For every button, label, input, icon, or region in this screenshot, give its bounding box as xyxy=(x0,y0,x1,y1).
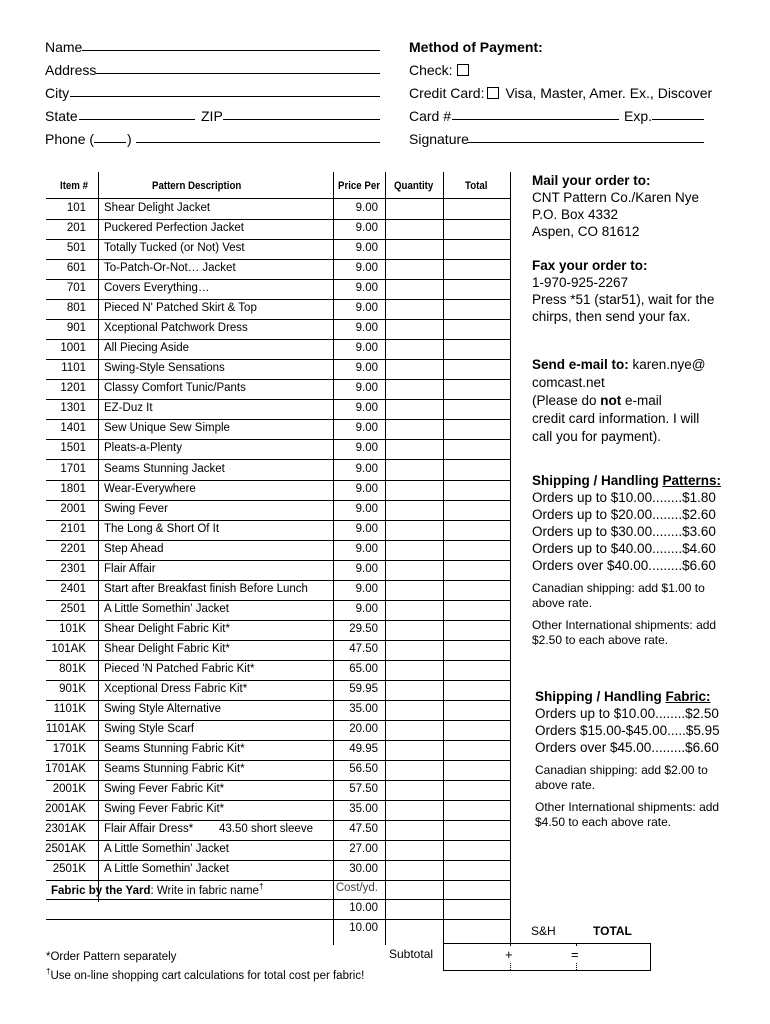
phone-number-field[interactable] xyxy=(136,142,380,143)
email-note-post: e-mail xyxy=(621,393,662,408)
item-price: 9.00 xyxy=(355,482,378,495)
mail-section xyxy=(532,172,699,240)
item-price: 57.50 xyxy=(349,783,378,796)
email-note-2: credit card information. I will xyxy=(532,411,700,426)
item-description-extra: 43.50 short sleeve xyxy=(219,823,313,836)
table-row[interactable] xyxy=(46,601,510,621)
item-description: Swing Fever xyxy=(104,502,168,515)
item-number: 2501AK xyxy=(45,843,86,856)
item-number: 2301 xyxy=(60,562,86,575)
item-price: 9.00 xyxy=(355,422,378,435)
signature-label: Signature xyxy=(409,131,469,147)
ship-rate: Orders $15.00-$45.00.....$5.95 xyxy=(535,723,720,738)
item-number: 1801 xyxy=(60,482,86,495)
item-price: 9.00 xyxy=(355,362,378,375)
item-price: 9.00 xyxy=(355,562,378,575)
item-description: Step Ahead xyxy=(104,542,164,555)
item-description: Classy Comfort Tunic/Pants xyxy=(104,382,246,395)
table-row[interactable] xyxy=(46,461,510,481)
ship-patterns-intl xyxy=(532,618,716,648)
table-row[interactable] xyxy=(46,861,510,881)
ship-patterns-intl-line: $2.50 to each above rate. xyxy=(532,633,669,647)
table-row[interactable] xyxy=(46,240,510,260)
item-price: 9.00 xyxy=(355,302,378,315)
item-price: 30.00 xyxy=(349,863,378,876)
item-price: 47.50 xyxy=(349,823,378,836)
item-description: Seams Stunning Jacket xyxy=(104,462,225,475)
check-row xyxy=(409,62,469,78)
zip-field[interactable] xyxy=(223,119,380,120)
ship-patterns-heading xyxy=(532,472,721,489)
ship-fabric-canada-line: Canadian shipping: add $2.00 to xyxy=(535,763,708,777)
name-label: Name xyxy=(45,39,83,55)
table-row[interactable] xyxy=(46,320,510,340)
table-row[interactable] xyxy=(46,220,510,240)
ship-patterns-canada-line: above rate. xyxy=(532,596,593,610)
table-row[interactable] xyxy=(46,380,510,400)
ship-patterns-heading-pre: Shipping / Handling xyxy=(532,473,663,488)
address-field[interactable] xyxy=(96,73,380,74)
table-row[interactable] xyxy=(46,661,510,681)
item-description: The Long & Short Of It xyxy=(104,522,220,535)
ship-patterns-intl-line: Other International shipments: add xyxy=(532,618,717,632)
ship-fabric-intl-line: $4.50 to each above rate. xyxy=(535,815,672,829)
item-description: Shear Delight Jacket xyxy=(104,202,211,214)
item-price: 9.00 xyxy=(355,502,378,515)
item-description: All Piecing Aside xyxy=(104,342,190,355)
item-description: Flair Affair Dress* xyxy=(104,823,194,836)
table-row[interactable] xyxy=(46,521,510,541)
fax-heading: Fax your order to: xyxy=(532,258,648,273)
item-description: Xceptional Dress Fabric Kit* xyxy=(104,682,248,695)
item-price: 9.00 xyxy=(355,442,378,455)
email-address-part2: comcast.net xyxy=(532,375,605,390)
header-item: Item # xyxy=(60,180,88,192)
item-number: 501 xyxy=(66,242,86,255)
item-price: 9.00 xyxy=(355,282,378,295)
check-checkbox[interactable] xyxy=(457,64,469,76)
sh-label: S&H xyxy=(531,924,556,938)
table-row[interactable] xyxy=(46,821,510,841)
ship-fabric-heading xyxy=(535,688,720,705)
item-price: 59.95 xyxy=(349,682,378,695)
mail-line: P.O. Box 4332 xyxy=(532,207,619,222)
table-row[interactable] xyxy=(46,541,510,561)
item-number: 2401 xyxy=(60,582,86,595)
email-address-part1: karen.nye@ xyxy=(628,357,706,372)
item-description: Swing-Style Sensations xyxy=(104,362,225,375)
card-types: Visa, Master, Amer. Ex., Discover xyxy=(505,85,713,101)
item-price: 56.50 xyxy=(349,763,378,776)
item-price: 9.00 xyxy=(355,342,378,355)
plus-sign: + xyxy=(505,947,513,962)
table-row[interactable] xyxy=(46,200,510,220)
item-price: 9.00 xyxy=(355,602,378,615)
item-number: 1301 xyxy=(60,402,86,415)
fax-line: chirps, then send your fax. xyxy=(532,309,691,324)
item-description: Sew Unique Sew Simple xyxy=(104,422,230,435)
phone-paren-close: ) xyxy=(127,131,132,147)
table-row[interactable] xyxy=(46,400,510,420)
header-quantity: Quantity xyxy=(394,180,434,192)
table-row[interactable] xyxy=(46,501,510,521)
item-description: Pleats-a-Plenty xyxy=(104,442,182,455)
total-label: TOTAL xyxy=(593,924,632,938)
credit-card-row xyxy=(409,85,712,101)
item-price: 47.50 xyxy=(349,642,378,655)
fabric-yard-entry-row[interactable] xyxy=(46,900,510,920)
ship-patterns-canada-line: Canadian shipping: add $1.00 to xyxy=(532,581,705,595)
ship-rate: Orders over $45.00.........$6.60 xyxy=(535,740,719,755)
item-number: 101AK xyxy=(51,642,86,655)
table-row[interactable] xyxy=(46,561,510,581)
fabric-yard-bold: Fabric by the Yard xyxy=(51,884,151,897)
email-note-pre: (Please do xyxy=(532,393,601,408)
footnote-pattern: *Order Pattern separately xyxy=(46,951,177,963)
ship-rate: Orders over $40.00.........$6.60 xyxy=(532,558,716,573)
item-price: 29.50 xyxy=(349,622,378,635)
fabric-yard-rest: : Write in fabric name xyxy=(150,884,259,897)
header-description: Pattern Description xyxy=(152,180,242,192)
ship-patterns-section xyxy=(532,472,721,574)
fabric-yard-price: 10.00 xyxy=(349,922,378,934)
item-price: 9.00 xyxy=(355,262,378,275)
ship-fabric-canada xyxy=(535,763,708,793)
item-price: 27.00 xyxy=(349,843,378,856)
zip-label: ZIP xyxy=(201,108,223,124)
payment-heading: Method of Payment: xyxy=(409,39,543,55)
table-row[interactable] xyxy=(46,340,510,360)
ship-fabric-intl-line: Other International shipments: add xyxy=(535,800,720,814)
item-description: Swing Style Scarf xyxy=(104,723,195,736)
item-description: Seams Stunning Fabric Kit* xyxy=(104,763,245,776)
item-number: 2301AK xyxy=(45,823,86,836)
card-number-label: Card # xyxy=(409,108,452,124)
item-description: Pieced 'N Patched Fabric Kit* xyxy=(104,662,255,675)
table-row[interactable] xyxy=(46,621,510,641)
item-description: Shear Delight Fabric Kit* xyxy=(104,622,230,635)
footnote-fabric xyxy=(46,967,364,982)
table-row[interactable] xyxy=(46,761,510,781)
item-number: 1701 xyxy=(60,462,86,475)
email-section xyxy=(532,356,706,446)
item-price: 49.95 xyxy=(349,743,378,756)
item-price: 65.00 xyxy=(349,662,378,675)
item-price: 9.00 xyxy=(355,462,378,475)
item-description: Swing Fever Fabric Kit* xyxy=(104,803,225,816)
mail-line: Aspen, CO 81612 xyxy=(532,224,640,239)
fax-line: 1-970-925-2267 xyxy=(532,275,629,290)
email-heading: Send e-mail to: xyxy=(532,357,629,372)
fabric-yard-price: 10.00 xyxy=(349,902,378,914)
item-price: 9.00 xyxy=(355,542,378,555)
fax-line: Press *51 (star51), wait for the xyxy=(532,292,715,307)
mail-heading: Mail your order to: xyxy=(532,173,651,188)
ship-fabric-heading-u: Fabric: xyxy=(665,689,711,704)
footnote-dagger: † xyxy=(46,967,51,976)
item-number: 1201 xyxy=(60,382,86,395)
state-label: State xyxy=(45,108,78,124)
table-row[interactable] xyxy=(46,681,510,701)
item-description: A Little Somethin' Jacket xyxy=(104,602,229,615)
item-price: 35.00 xyxy=(349,703,378,715)
ship-rate: Orders up to $30.00........$3.60 xyxy=(532,524,716,539)
item-number: 1101 xyxy=(61,362,86,375)
email-line-1 xyxy=(532,356,706,374)
table-row[interactable] xyxy=(46,841,510,861)
item-number: 201 xyxy=(66,222,86,235)
item-number: 801 xyxy=(66,302,86,315)
item-number: 2001K xyxy=(52,783,86,796)
item-number: 1501 xyxy=(60,442,86,455)
credit-card-label: Credit Card: xyxy=(409,85,485,101)
item-number: 2501 xyxy=(60,602,86,615)
item-number: 1401 xyxy=(60,422,86,435)
equals-sign: = xyxy=(571,947,579,962)
item-description: Shear Delight Fabric Kit* xyxy=(104,642,230,655)
item-description: Pieced N' Patched Skirt & Top xyxy=(104,302,257,315)
email-note-1 xyxy=(532,392,706,410)
city-field[interactable] xyxy=(70,96,380,97)
item-description: Seams Stunning Fabric Kit* xyxy=(104,743,245,756)
table-row[interactable] xyxy=(46,440,510,460)
signature-field[interactable] xyxy=(468,142,704,143)
table-vline-total xyxy=(510,172,511,945)
mail-line: CNT Pattern Co./Karen Nye xyxy=(532,190,700,205)
fax-section xyxy=(532,257,714,325)
item-number: 701 xyxy=(66,282,86,295)
item-description: A Little Somethin' Jacket xyxy=(104,863,229,876)
item-description: Start after Breakfast finish Before Lunch xyxy=(104,582,308,595)
ship-fabric-section xyxy=(535,688,720,756)
table-row[interactable] xyxy=(46,741,510,761)
footnote-fabric-text: Use on-line shopping cart calculations for total cost per fabric! xyxy=(50,969,365,982)
fabric-yard-row xyxy=(46,880,510,900)
item-price: 9.00 xyxy=(355,322,378,335)
item-description: Puckered Perfection Jacket xyxy=(104,222,244,235)
item-number: 901K xyxy=(59,682,86,695)
item-description: Xceptional Patchwork Dress xyxy=(104,322,248,335)
item-description: A Little Somethin' Jacket xyxy=(104,843,229,856)
item-number: 2501K xyxy=(52,863,86,876)
table-row[interactable] xyxy=(46,420,510,440)
item-number: 2201 xyxy=(60,542,86,555)
card-number-field[interactable] xyxy=(452,119,619,120)
item-price: 9.00 xyxy=(355,242,378,255)
ship-rate: Orders up to $10.00........$2.50 xyxy=(535,706,719,721)
table-row[interactable] xyxy=(46,781,510,801)
item-price: 9.00 xyxy=(355,522,378,535)
item-number: 101 xyxy=(66,202,86,214)
item-description: Covers Everything… xyxy=(104,282,210,295)
table-row[interactable] xyxy=(46,581,510,601)
email-note-3: call you for payment). xyxy=(532,429,662,444)
item-price: 9.00 xyxy=(355,222,378,235)
item-description: Swing Fever Fabric Kit* xyxy=(104,783,225,796)
fabric-yard-dagger: † xyxy=(258,882,264,891)
city-label: City xyxy=(45,85,70,101)
table-row[interactable] xyxy=(46,280,510,300)
ship-patterns-canada xyxy=(532,581,705,611)
fabric-yard-label xyxy=(51,882,263,897)
table-row[interactable] xyxy=(46,701,510,721)
item-description: Flair Affair xyxy=(104,562,156,575)
item-price: 9.00 xyxy=(355,402,378,415)
ship-rate: Orders up to $10.00........$1.80 xyxy=(532,490,716,505)
item-price: 35.00 xyxy=(349,803,378,816)
table-row[interactable] xyxy=(46,641,510,661)
item-description: Wear-Everywhere xyxy=(104,482,196,495)
item-number: 2001AK xyxy=(45,803,86,816)
table-row[interactable] xyxy=(46,260,510,280)
item-number: 1101AK xyxy=(45,723,86,736)
header-rule xyxy=(46,198,510,199)
state-field[interactable] xyxy=(79,119,195,120)
subtotal-label: Subtotal xyxy=(389,947,434,961)
item-number: 1101K xyxy=(53,703,86,715)
table-row[interactable] xyxy=(46,721,510,741)
ship-fabric-intl xyxy=(535,800,719,830)
item-number: 1001 xyxy=(60,342,86,355)
email-note-bold: not xyxy=(600,393,622,408)
table-row[interactable] xyxy=(46,801,510,821)
item-price: 9.00 xyxy=(355,202,378,214)
check-label: Check: xyxy=(409,62,453,78)
exp-label: Exp. xyxy=(624,108,653,124)
item-number: 601 xyxy=(66,262,86,275)
item-price: 20.00 xyxy=(349,723,378,736)
item-price: 9.00 xyxy=(355,582,378,595)
item-number: 2001 xyxy=(60,502,86,515)
exp-field[interactable] xyxy=(652,119,704,120)
name-field[interactable] xyxy=(82,50,380,51)
header-price: Price Per xyxy=(338,180,380,192)
ship-rate: Orders up to $40.00........$4.60 xyxy=(532,541,716,556)
table-row[interactable] xyxy=(46,360,510,380)
item-number: 1701AK xyxy=(45,763,86,776)
totals-box[interactable] xyxy=(443,943,651,971)
item-number: 801K xyxy=(59,662,86,675)
credit-card-checkbox[interactable] xyxy=(487,87,499,99)
table-row[interactable] xyxy=(46,300,510,320)
ship-fabric-canada-line: above rate. xyxy=(535,778,596,792)
item-description: Swing Style Alternative xyxy=(104,703,221,715)
item-number: 901 xyxy=(66,322,86,335)
fabric-yard-entry-row[interactable] xyxy=(46,920,510,940)
ship-rate: Orders up to $20.00........$2.60 xyxy=(532,507,716,522)
address-label: Address xyxy=(45,62,97,78)
item-description: EZ-Duz It xyxy=(104,402,153,415)
item-number: 1701K xyxy=(52,743,86,756)
item-description: Totally Tucked (or Not) Vest xyxy=(104,242,245,255)
item-number: 2101 xyxy=(60,522,86,535)
fabric-yard-cost-label: Cost/yd. xyxy=(335,882,378,894)
item-price: 9.00 xyxy=(355,382,378,395)
header-total: Total xyxy=(465,180,488,192)
ship-patterns-heading-u: Patterns: xyxy=(662,473,722,488)
ship-fabric-heading-pre: Shipping / Handling xyxy=(535,689,666,704)
table-row[interactable] xyxy=(46,481,510,501)
item-number: 101K xyxy=(59,622,86,635)
item-description: To-Patch-Or-Not… Jacket xyxy=(104,262,236,275)
phone-label: Phone ( xyxy=(45,131,95,147)
phone-area-code-field[interactable] xyxy=(94,142,126,143)
